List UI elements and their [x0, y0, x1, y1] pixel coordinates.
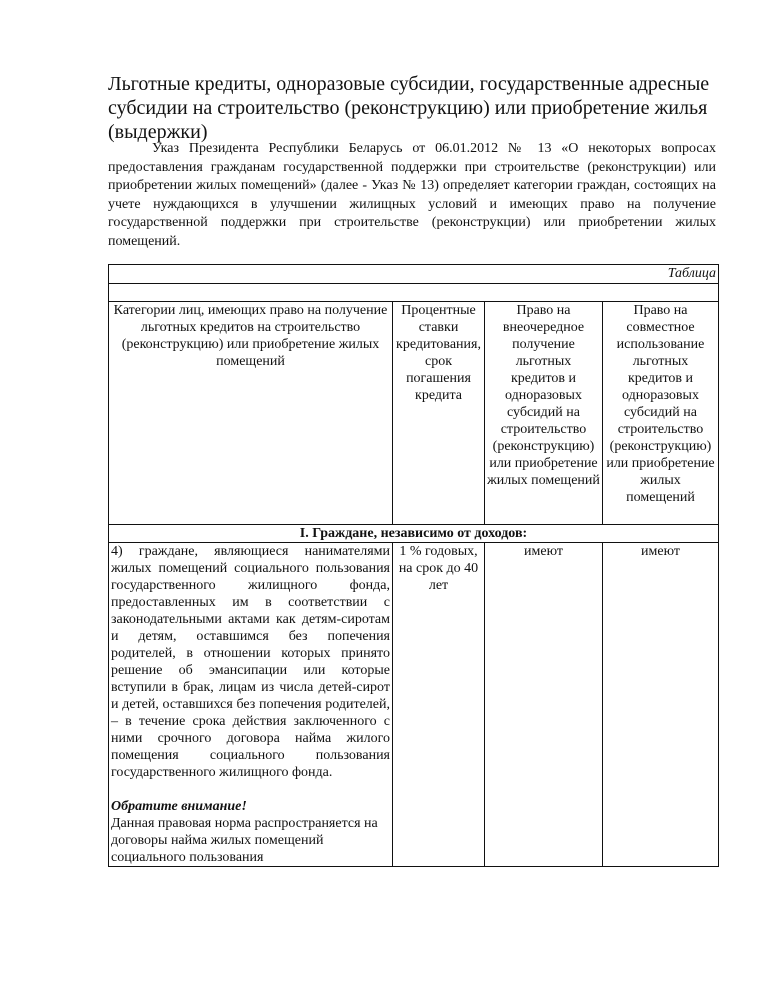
caption-row [109, 265, 719, 284]
benefits-table [108, 264, 719, 867]
table-row [109, 543, 719, 867]
joint-cell: имеют [603, 543, 719, 867]
header-row [109, 302, 719, 525]
header-category: Категории лиц, имеющих право на получение льготных кредитов на строительство (реконструкцию) или приобретение жилых помещений [109, 302, 393, 525]
note-title: Обратите внимание! [111, 799, 247, 814]
category-cell [109, 543, 393, 867]
header-joint: Право на совместное использование льготных кредитов и одноразовых субсидий на строительство (реконструкцию) или приобретение жилых помещений [603, 302, 719, 525]
document-title: Льготные кредиты, одноразовые субсидии, государственные адресные субсидии на строительство (реконструкцию) или приобретение жилья (выдержки) [108, 73, 710, 143]
header-rate: Процентные ставки кредитования, срок погашения кредита [393, 302, 485, 525]
section-title: I. Граждане, независимо от доходов: [109, 525, 719, 543]
note-text: Данная правовая норма распространяется на договоры найма жилых помещений социального пользования [111, 816, 378, 865]
rate-cell: 1 % годовых, на срок до 40 лет [393, 543, 485, 867]
intro-paragraph: Указ Президента Республики Беларусь от 06.01.2012 № 13 «О некоторых вопросах предоставления гражданам государственной поддержки при строительстве (реконструкции) или приобретении жилых помещений» (далее - Указ № 13) определяет категории граждан, состоящих на учете нуждающихся в улучшении жилищных условий и имеющих право на получение государственной поддержки при строительстве (реконструкции) или приобретении жилых помещений. [108, 141, 716, 249]
header-priority: Право на внеочередное получение льготных кредитов и одноразовых субсидий на строительство (реконструкцию) или приобретение жилых помещений [485, 302, 603, 525]
table-caption: Таблица [109, 265, 719, 284]
blank-row [109, 284, 719, 302]
category-text: 4) граждане, являющиеся нанимателями жилых помещений социального пользования государственного жилищного фонда, предоставленных им в соответствии с законодательными актами как детям-сиротам и детям, оставшимся без попечения родителей, в отношении которых принято решение об эмансипации или которые вступили в брак, лицам из числа детей-сирот и детей, оставшихся без попечения родителей, – в течение срока действия заключенного с ними срочного договора найма жилого помещения социального пользования государственного жилищного фонда. [111, 544, 390, 780]
blank-cell [109, 284, 719, 302]
section-row [109, 525, 719, 543]
priority-cell: имеют [485, 543, 603, 867]
